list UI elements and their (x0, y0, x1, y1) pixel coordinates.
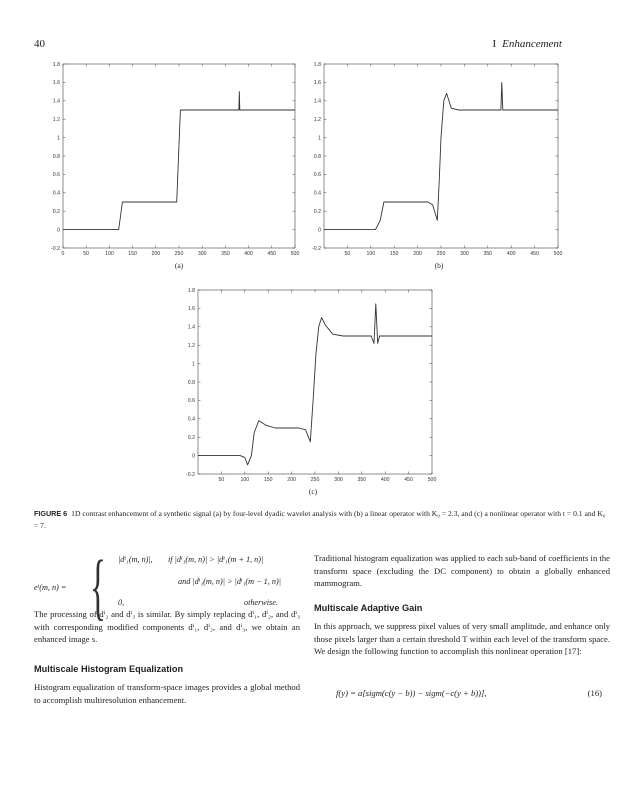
x-tick-label: 300 (460, 251, 469, 257)
y-tick-label: 0.2 (187, 435, 195, 441)
equation-16-number: (16) (587, 688, 602, 698)
equation-row1-value: |dⁱ₁(m, n)|, (118, 555, 153, 564)
x-tick-label: 250 (310, 477, 320, 483)
equation-lhs: eⁱ(m, n) = (34, 583, 67, 592)
x-tick-label: 400 (506, 251, 516, 257)
section-title-histogram: Multiscale Histogram Equalization (34, 664, 184, 674)
x-tick-label: 50 (218, 477, 225, 483)
x-tick-label: 350 (357, 477, 367, 483)
y-tick-label: 0 (318, 227, 321, 234)
equation-brace: { (90, 546, 106, 628)
chapter-number: I (492, 38, 497, 50)
x-tick-label: 250 (436, 251, 446, 257)
equation-row3-value: 0, (118, 598, 125, 607)
y-tick-label: 1.6 (52, 80, 60, 87)
series-line-signal (198, 304, 432, 465)
equation-row1-condition: if |dⁱ₁(m, n)| > |dⁱ₁(m + 1, n)| (168, 555, 264, 564)
right-paragraph-1: Traditional histogram equalization was applied to each sub-band of coefficients in the transform space (excluding the DC component) to obtain a globally enhanced mammogram. (314, 553, 610, 589)
y-tick-label: 0.6 (187, 398, 195, 405)
panel-label: (b) (434, 261, 444, 270)
y-tick-label: 0 (192, 453, 195, 460)
section-title-adaptive-gain: Multiscale Adaptive Gain (314, 603, 423, 613)
x-tick-label: 150 (128, 251, 137, 257)
y-tick-label: 1.2 (313, 117, 321, 123)
y-tick-label: -0.2 (186, 471, 195, 478)
x-tick-label: 300 (334, 477, 343, 483)
panel-label: (c) (308, 487, 318, 496)
x-tick-label: 200 (151, 251, 161, 257)
x-tick-label: 400 (380, 477, 390, 483)
y-tick-label: 1.6 (187, 306, 195, 313)
panel-label: (a) (174, 261, 184, 270)
y-tick-label: 1.2 (52, 117, 60, 123)
figure-label: FIGURE 6 (34, 509, 68, 518)
x-tick-label: 200 (413, 251, 422, 257)
y-tick-label: 1 (192, 361, 195, 368)
y-tick-label: 0.2 (313, 209, 321, 215)
y-tick-label: 0.4 (52, 190, 60, 197)
y-tick-label: 1.6 (313, 80, 321, 87)
x-tick-label: 450 (267, 251, 277, 257)
y-tick-label: 0.8 (187, 379, 195, 386)
y-tick-label: 1 (318, 135, 321, 142)
x-tick-label: 200 (287, 477, 296, 483)
x-tick-label: 50 (344, 251, 351, 257)
y-tick-label: 0.4 (187, 416, 195, 423)
y-tick-label: 0 (57, 227, 60, 234)
plot-frame (198, 290, 432, 474)
y-tick-label: 1.4 (187, 324, 195, 331)
x-tick-label: 150 (389, 251, 399, 257)
y-tick-label: 0.4 (313, 190, 321, 197)
left-paragraph-2: Histogram equalization of transform-space images provides a global method to accomplish multiresolution enhancement. (34, 682, 300, 705)
x-tick-label: 50 (83, 251, 90, 257)
x-tick-label: 500 (290, 251, 300, 257)
left-paragraph-1: The processing of dⁱ₂ and dⁱ₃ is similar. By simply replacing dⁱ₁, dⁱ₂, and dⁱ₃ with corresponding modified components dⁱ₁, dⁱ₂, and dⁱ₃, we obtain an enhanced image s. (34, 609, 300, 645)
x-tick-label: 250 (174, 251, 184, 257)
y-tick-label: 1.2 (187, 343, 195, 349)
y-tick-label: 1.4 (313, 98, 321, 105)
y-tick-label: 1.8 (313, 61, 321, 68)
x-tick-label: 350 (221, 251, 230, 257)
y-tick-label: 0.6 (313, 172, 321, 179)
x-tick-label: 500 (553, 251, 563, 257)
y-tick-label: 0.2 (52, 209, 60, 215)
y-tick-label: 1.4 (52, 98, 60, 105)
x-tick-label: 500 (427, 477, 437, 483)
equation-16 (336, 688, 610, 698)
x-tick-label: 100 (240, 477, 250, 483)
x-tick-label: 450 (530, 251, 539, 257)
equation-16-formula: f(y) = a[sigm(c(y − b)) − sigm(−c(y + b))], (336, 688, 487, 698)
x-tick-label: 100 (366, 251, 376, 257)
x-tick-label: 350 (483, 251, 493, 257)
y-tick-label: 0.8 (52, 153, 60, 160)
x-tick-label: 400 (244, 251, 253, 257)
y-tick-label: 1.8 (187, 287, 195, 294)
equation-row2-condition: and |dⁱ₁(m, n)| > |dⁱ₁(m − 1, n)| (178, 577, 281, 586)
x-tick-label: 150 (263, 477, 273, 483)
x-tick-label: 300 (197, 251, 207, 257)
y-tick-label: 1 (57, 135, 60, 142)
page-number: 40 (34, 38, 45, 50)
y-tick-label: 0.6 (52, 172, 60, 179)
x-tick-label: 100 (105, 251, 114, 257)
y-tick-label: -0.2 (312, 245, 321, 252)
x-tick-label: 0 (61, 251, 65, 257)
y-tick-label: 0.8 (313, 153, 321, 160)
figure-caption (34, 508, 610, 532)
equation-row3-condition: otherwise. (244, 598, 278, 607)
y-tick-label: -0.2 (51, 245, 60, 252)
chapter-title: Enhancement (502, 38, 562, 50)
y-tick-label: 1.8 (52, 61, 60, 68)
figure-caption-text: 1D contrast enhancement of a synthetic signal (a) by four-level dyadic wavelet analysis with (b) a linear operator with K₀ = 2.3, and (c) a nonlinear operator with t = 0.1 and K₀ = 7. (34, 509, 606, 530)
x-tick-label: 450 (404, 477, 413, 483)
right-paragraph-2: In this approach, we suppress pixel values of very small amplitude, and enhance only those pixels larger than a certain threshold T within each level of the transform space. We design the following function to accomplish this nonlinear operation [17]: (314, 621, 610, 657)
